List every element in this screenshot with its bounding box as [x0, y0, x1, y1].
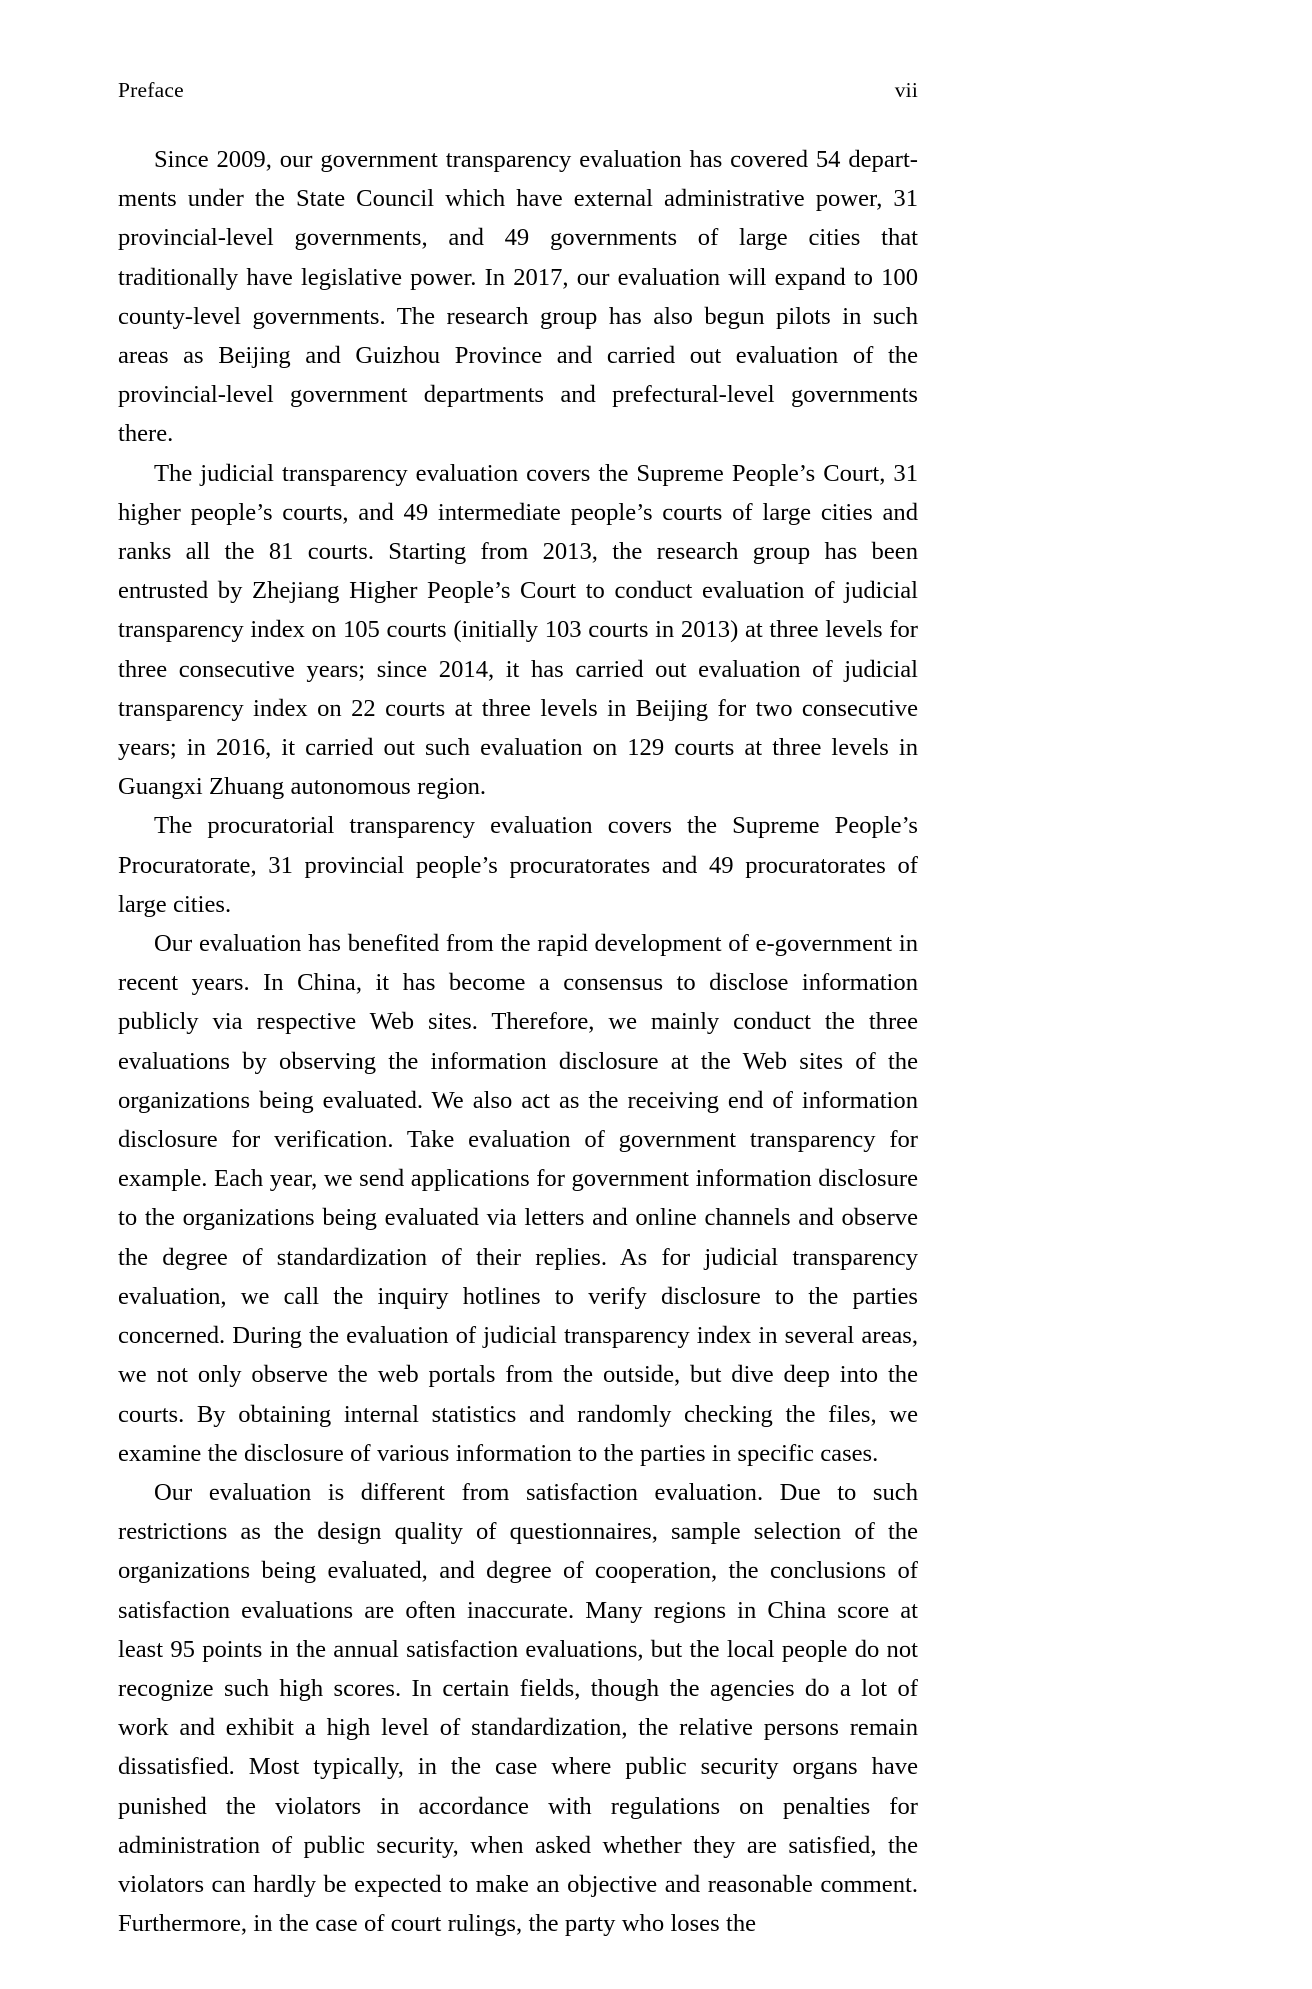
paragraph: The procuratorial transparency evaluation covers the Supreme People’s Procuratorate, 31 provincial people’s procuratorates and 49 procuratorates of large cities. [118, 812, 918, 918]
running-head-title: Preface [118, 78, 184, 102]
running-head [118, 78, 918, 104]
paragraph: Our evaluation is different from satisfaction evaluation. Due to such restrictions as the design quality of questionnaires, sample selection of the organizations being evaluated, and degree of cooperation, the conclusions of satisfaction evaluations are often inaccurate. Many regions in China score at least 95 points in the annual satisfaction evaluations, but the local people do not recognize such high scores. In certain fields, though the agencies do a lot of work and exhibit a high level of standardization, the relative persons remain dissatisfied. Most typically, in the case where public security organs have punished the violators in accordance with regulations on penalties for administration of public security, when asked whether they are satisfied, the violators can hardly be expected to make an objective and reasonable comment. Furthermore, in the case of court rulings, the party who loses the [118, 1478, 918, 1938]
paragraph: Since 2009, our government transparency evaluation has covered 54 departments under the State Council which have external administrative power, 31 provincial-level governments, and 49 governments of large cities that traditionally have legislative power. In 2017, our evaluation will expand to 100 county-level governments. The research group has also begun pilots in such areas as Beijing and Guizhou Province and carried out evaluation of the provincial-level government departments and prefectural-level governments there. [118, 146, 918, 448]
page-number: vii [894, 78, 918, 102]
paragraph: Our evaluation has benefited from the rapid development of e-government in recent years. In China, it has become a consensus to disclose information publicly via respective Web sites. Therefore, we mainly conduct the three evaluations by observing the information disclosure at the Web sites of the organizations being evaluated. We also act as the receiving end of information disclosure for verification. Take evaluation of government transparency for example. Each year, we send applications for government information disclosure to the organizations being evaluated via letters and online channels and observe the degree of standardization of their replies. As for judicial transparency evaluation, we call the inquiry hotlines to verify disclosure to the parties concerned. During the evaluation of judicial transparency index in several areas, we not only observe the web portals from the outside, but dive deep into the courts. By obtaining internal statistics and randomly checking the files, we examine the disclosure of various information to the parties in specific cases. [118, 930, 918, 1467]
body-text-block [118, 140, 918, 1943]
paragraph: The judicial transparency evaluation covers the Supreme People’s Court, 31 higher people’s courts, and 49 intermediate people’s courts of large cities and ranks all the 81 courts. Starting from 2013, the research group has been entrusted by Zhejiang Higher People’s Court to conduct evaluation of judicial transparency index on 105 courts (initially 103 courts in 2013) at three levels for three consecutive years; since 2014, it has carried out evaluation of judicial transparency index on 22 courts at three levels in Beijing for two consecutive years; in 2016, it carried out such evaluation on 129 courts at three levels in Guangxi Zhuang autonomous region. [118, 459, 918, 801]
